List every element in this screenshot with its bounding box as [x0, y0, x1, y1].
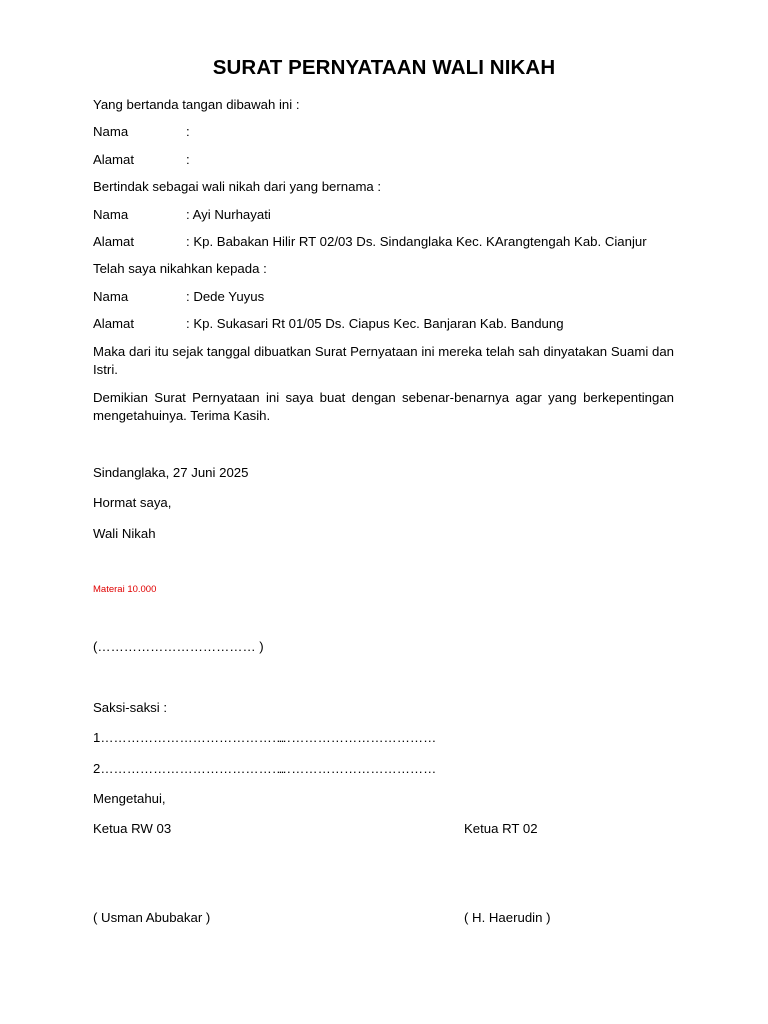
- rt-name: ( H. Haerudin ): [464, 910, 551, 925]
- witnesses-label: Saksi-saksi :: [93, 700, 168, 715]
- witness-1-left-blank: 1……………………………………: [93, 730, 285, 745]
- rw-title: Ketua RW 03: [93, 821, 172, 836]
- signer-signature-blank: (……………………………… ): [93, 639, 264, 654]
- groom-name-value: : Dede Yuyus: [186, 289, 265, 304]
- signer-role: Wali Nikah: [93, 526, 156, 541]
- document-title: SURAT PERNYATAAN WALI NIKAH: [212, 56, 556, 79]
- acknowledged-text: Mengetahui,: [93, 791, 166, 806]
- witness-1-right-blank: ………………………………: [278, 730, 437, 745]
- closing-paragraph: Demikian Surat Pernyataan ini saya buat dengan sebenar-benarnya agar yang berkepentingan mengetahuinya. Terima Kasih.: [93, 390, 674, 423]
- bride-address-label: Alamat: [93, 234, 135, 249]
- bride-name-value: : Ayi Nurhayati: [186, 207, 271, 222]
- rt-title: Ketua RT 02: [464, 821, 538, 836]
- bride-name-label: Nama: [93, 207, 129, 222]
- groom-address-label: Alamat: [93, 316, 135, 331]
- wali-name-label: Nama: [93, 124, 129, 139]
- witness-2-left-blank: 2……………………………………: [93, 761, 285, 776]
- witness-2-right-blank: ………………………………: [278, 761, 437, 776]
- bride-address-value: : Kp. Babakan Hilir RT 02/03 Ds. Sindanglaka Kec. KArangtengah Kab. Cianjur: [186, 234, 647, 249]
- wali-name-value: :: [186, 124, 190, 139]
- stamp-note: Materai 10.000: [93, 584, 157, 595]
- rw-name: ( Usman Abubakar ): [93, 910, 211, 925]
- place-date: Sindanglaka, 27 Juni 2025: [93, 465, 249, 480]
- groom-name-label: Nama: [93, 289, 129, 304]
- acting-as-text: Bertindak sebagai wali nikah dari yang bernama :: [93, 179, 382, 194]
- regards-text: Hormat saya,: [93, 495, 172, 510]
- groom-address-value: : Kp. Sukasari Rt 01/05 Ds. Ciapus Kec. Banjaran Kab. Bandung: [186, 316, 564, 331]
- wali-address-label: Alamat: [93, 152, 135, 167]
- married-to-text: Telah saya nikahkan kepada :: [93, 261, 267, 276]
- intro-text: Yang bertanda tangan dibawah ini :: [93, 97, 300, 112]
- wali-address-value: :: [186, 152, 190, 167]
- statement-paragraph: Maka dari itu sejak tanggal dibuatkan Surat Pernyataan ini mereka telah sah dinyatakan Suami dan Istri.: [93, 344, 674, 377]
